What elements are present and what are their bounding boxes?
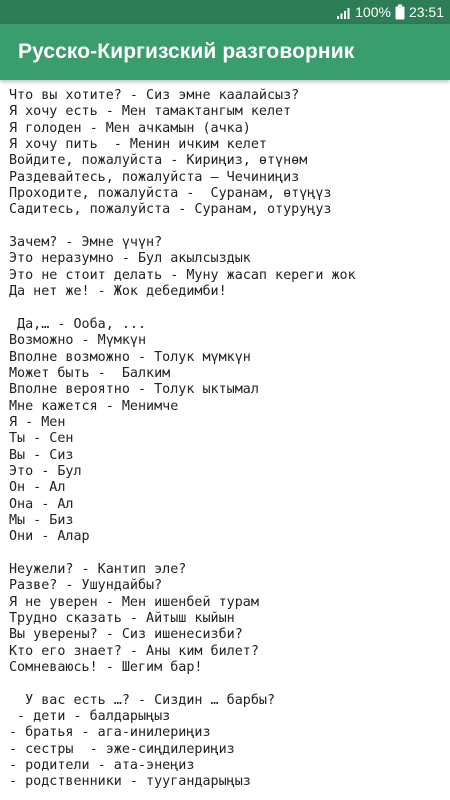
phrase-line: Да нет же! - Жок дебедимби! xyxy=(9,284,227,300)
phrase-line: Вполне возможно - Толук мүмкүн xyxy=(9,349,251,365)
phrase-line: Неужели? - Кантип эле? xyxy=(9,561,187,577)
phrase-line: - дети - балдарыңыз xyxy=(9,709,171,725)
phrase-line: Она - Ал xyxy=(9,496,74,512)
phrase-line: Это - Бул xyxy=(9,463,82,479)
phrase-line: Садитесь, пожалуйста - Суранам, отуруңуз xyxy=(9,202,332,218)
phrase-line: Это не стоит делать - Муну жасап кереги жок xyxy=(9,267,356,283)
phrase-line: Я хочу пить - Менин ичким келет xyxy=(9,137,267,153)
battery-full-icon xyxy=(395,4,405,20)
phrase-line: Вы - Сиз xyxy=(9,447,74,463)
blank-line xyxy=(9,676,447,692)
phrase-line: Кто его знает? - Аны ким билет? xyxy=(9,643,259,659)
blank-line xyxy=(9,219,447,235)
phrase-line: Я хочу есть - Мен тамактангым келет xyxy=(9,104,292,120)
blank-line xyxy=(9,300,447,316)
phrase-line: Я - Мен xyxy=(9,414,66,430)
app-title: Русско-Киргизский разговорник xyxy=(18,40,355,63)
phrase-line: Вполне вероятно - Толук ыктымал xyxy=(9,382,259,398)
phrase-line: Трудно сказать - Айтыш кыйын xyxy=(9,611,235,626)
cell-signal-icon xyxy=(336,5,351,20)
phrase-line: Сомневаюсь! - Шегим бар! xyxy=(9,660,203,676)
phrase-line: - братья - ага-инилериңиз xyxy=(9,725,211,741)
phrase-line: Зачем? - Эмне үчүн? xyxy=(9,235,163,251)
app-bar xyxy=(0,24,450,80)
battery-percent: 100% xyxy=(355,4,391,20)
status-time: 23:51 xyxy=(408,4,444,20)
phrase-line: Разве? - Ушундайбы? xyxy=(9,578,163,594)
blank-line xyxy=(9,546,447,562)
phrase-line: Мне кажется - Менимче xyxy=(9,398,179,414)
phrase-line: Да,… - Ооба, ... xyxy=(9,316,147,332)
phrase-line: Ты - Сен xyxy=(9,431,74,447)
android-notification-icon xyxy=(6,5,20,19)
phrase-line: Это неразумно - Бул акылсыздык xyxy=(9,251,251,267)
phrase-line: - сестры - эже-сиңдилериңиз xyxy=(9,741,235,757)
phrase-line: Я не уверен - Мен ишенбей турам xyxy=(9,594,259,610)
phrase-line: Что вы хотите? - Сиз эмне каалайсыз? xyxy=(9,88,300,103)
phrase-line: Вы уверены? - Сиз ишенесизби? xyxy=(9,627,243,643)
phrase-line: Раздевайтесь, пожалуйста – Чечиниңиз xyxy=(9,169,300,185)
phrase-line: Они - Алар xyxy=(9,529,90,545)
phrase-line: - родители - ата-энеңиз xyxy=(9,758,195,774)
phrase-line: Он - Ал xyxy=(9,480,66,496)
phrase-line: Проходите, пожалуйста - Суранам, өтүңүз xyxy=(9,186,332,202)
phrase-line: Войдите, пожалуйста - Кириңиз, өтүнөм xyxy=(9,153,308,169)
phrase-line: Я голоден - Мен ачкамын (ачка) xyxy=(9,120,251,136)
phrase-line: У вас есть …? - Сиздин … барбы? xyxy=(9,692,276,708)
phrase-line: - родственники - туугандарыңыз xyxy=(9,774,251,790)
phrase-line: Мы - Биз xyxy=(9,512,74,528)
phrase-line: Возможно - Мүмкүн xyxy=(9,333,147,349)
phrase-list[interactable] xyxy=(9,88,447,800)
status-bar xyxy=(0,0,450,24)
phrase-line: Может быть - Балким xyxy=(9,365,171,381)
